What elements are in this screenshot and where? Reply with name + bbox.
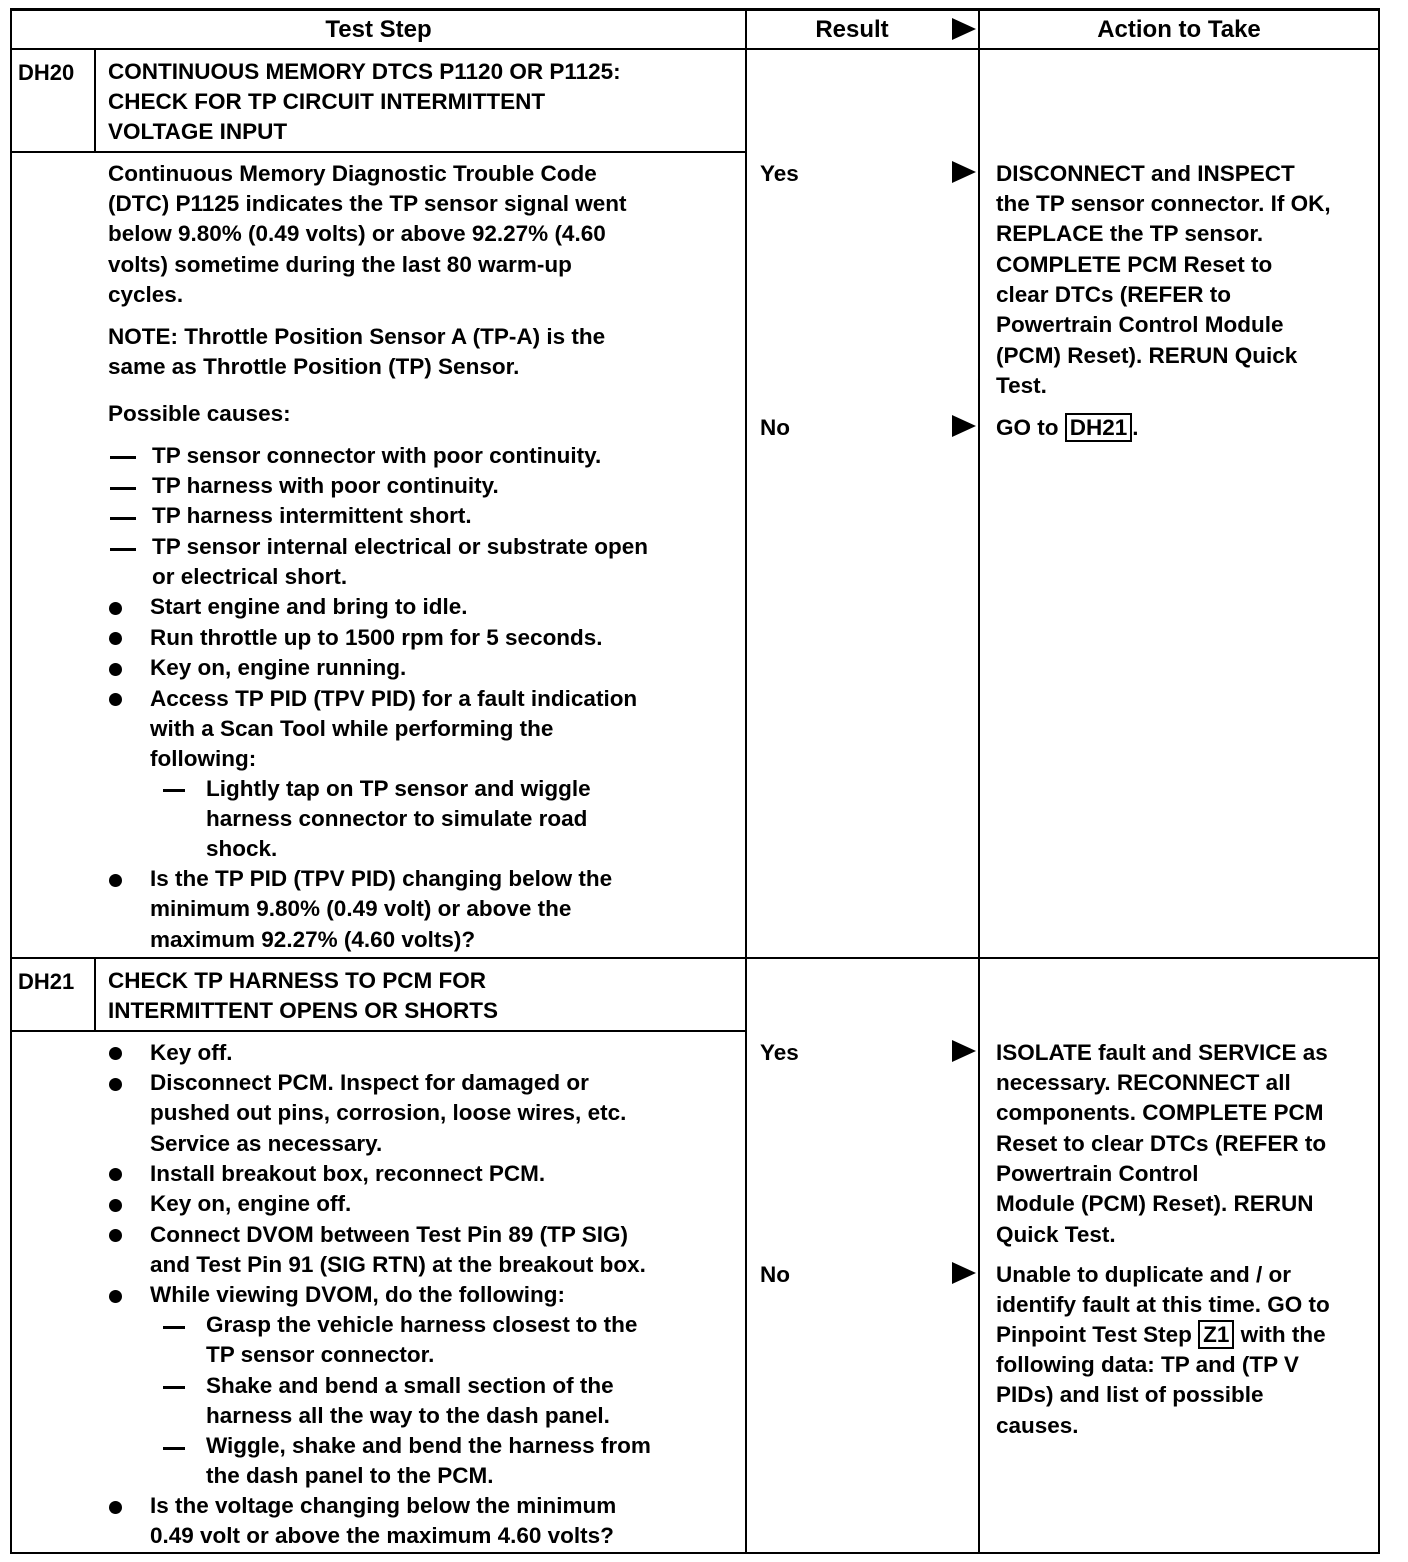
dh21-action-no-ref-suffix: with the (1240, 1322, 1326, 1347)
dh20-step-item: Start engine and bring to idle. (150, 594, 468, 619)
dh21-action-yes-line: Module (PCM) Reset). RERUN (996, 1191, 1314, 1216)
dh20-substep-item: Lightly tap on TP sensor and wiggle (206, 776, 591, 801)
bullet-icon (109, 874, 122, 887)
header-bottom-rule (10, 48, 1380, 50)
cause-dash-icon (110, 517, 136, 520)
dh20-action-yes-line: (PCM) Reset). RERUN Quick (996, 343, 1298, 368)
dh21-action-yes-line: necessary. RECONNECT all (996, 1070, 1291, 1095)
dh20-question-line: maximum 92.27% (4.60 volts)? (150, 927, 476, 952)
dh21-action-no-line: following data: TP and (TP V (996, 1352, 1299, 1377)
dh20-cause-item: TP harness intermittent short. (152, 503, 472, 528)
dh20-action-yes-line: DISCONNECT and INSPECT (996, 161, 1295, 186)
dh21-title-line: CHECK TP HARNESS TO PCM FOR (108, 968, 486, 993)
dh20-description-line: Continuous Memory Diagnostic Trouble Code (108, 161, 597, 186)
dh21-substep-item: TP sensor connector. (206, 1342, 435, 1367)
dh20-action-yes-line: Powertrain Control Module (996, 312, 1284, 337)
dh21-action-yes-line: Quick Test. (996, 1222, 1116, 1247)
bullet-icon (109, 1290, 122, 1303)
top-border (10, 8, 1380, 11)
dh21-question-line: 0.49 volt or above the maximum 4.60 volts? (150, 1523, 614, 1548)
dh20-note-line: same as Throttle Position (TP) Sensor. (108, 354, 520, 379)
result-arrow-icon (952, 415, 976, 437)
bullet-icon (109, 602, 122, 615)
dh20-step-item: with a Scan Tool while performing the (150, 716, 554, 741)
header-test-step: Test Step (325, 16, 432, 43)
dh20-description-line: below 9.80% (0.49 volts) or above 92.27% (4.60 (108, 221, 606, 246)
dh21-substep-item: Shake and bend a small section of the (206, 1373, 614, 1398)
dh21-action-no-line: identify fault at this time. GO to (996, 1292, 1330, 1317)
cause-dash-icon (110, 456, 136, 459)
dh20-step-item: Run throttle up to 1500 rpm for 5 seconds. (150, 625, 603, 650)
dh20-step-item: Access TP PID (TPV PID) for a fault indication (150, 686, 638, 711)
dh20-substep-item: shock. (206, 836, 278, 861)
dh20-action-no-prefix: GO to (996, 415, 1059, 440)
dh20-substep-item: harness connector to simulate road (206, 806, 588, 831)
cause-dash-icon (110, 487, 136, 490)
result-arrow-icon (952, 161, 976, 183)
dh21-action-no-ref-prefix: Pinpoint Test Step (996, 1322, 1192, 1347)
dh20-description-line: cycles. (108, 282, 184, 307)
dh21-step-item: Service as necessary. (150, 1131, 383, 1156)
dh21-step-reference[interactable]: DH21 (1065, 413, 1133, 442)
bullet-icon (109, 1078, 122, 1091)
substep-dash-icon (163, 1386, 185, 1389)
dh21-step-item: Disconnect PCM. Inspect for damaged or (150, 1070, 589, 1095)
dh20-title-line: CHECK FOR TP CIRCUIT INTERMITTENT (108, 89, 546, 114)
dh21-action-yes-line: Powertrain Control (996, 1161, 1199, 1186)
dh21-step-id: DH21 (18, 969, 75, 994)
dh20-step-item: following: (150, 746, 257, 771)
action-column-divider (978, 8, 980, 1554)
result-arrow-icon (952, 1040, 976, 1062)
dh20-step-item: Key on, engine running. (150, 655, 407, 680)
dh21-substep-item: harness all the way to the dash panel. (206, 1403, 610, 1428)
bullet-icon (109, 632, 122, 645)
header-result: Result (815, 16, 889, 43)
dh21-step-item: Connect DVOM between Test Pin 89 (TP SIG) (150, 1222, 628, 1247)
dh21-action-yes-line: components. COMPLETE PCM (996, 1100, 1324, 1125)
dh20-result-yes: Yes (760, 161, 799, 186)
dh20-row-bottom-rule (10, 957, 1380, 959)
dh21-step-item: While viewing DVOM, do the following: (150, 1282, 565, 1307)
dh21-step-item: pushed out pins, corrosion, loose wires, etc. (150, 1100, 627, 1125)
bullet-icon (109, 1199, 122, 1212)
dh21-result-no: No (760, 1262, 790, 1287)
dh21-action-no-ref-line (996, 1320, 1326, 1350)
dh20-id-divider (94, 48, 96, 152)
header-arrow-icon (952, 18, 976, 40)
dh21-substep-item: Wiggle, shake and bend the harness from (206, 1433, 651, 1458)
dh20-cause-item: or electrical short. (152, 564, 348, 589)
dh21-result-yes: Yes (760, 1040, 799, 1065)
substep-dash-icon (163, 789, 185, 792)
dh21-step-item: Key on, engine off. (150, 1191, 352, 1216)
dh21-action-no-line: causes. (996, 1413, 1079, 1438)
result-arrow-icon (952, 1262, 976, 1284)
right-border (1378, 8, 1380, 1554)
dh21-title-line: INTERMITTENT OPENS OR SHORTS (108, 998, 499, 1023)
dh20-description-line: volts) sometime during the last 80 warm-up (108, 252, 572, 277)
dh20-description-line: (DTC) P1125 indicates the TP sensor signal went (108, 191, 627, 216)
substep-dash-icon (163, 1447, 185, 1450)
dh21-action-no-line: PIDs) and list of possible (996, 1382, 1264, 1407)
dh20-title-line: VOLTAGE INPUT (108, 119, 288, 144)
dh20-action-yes-line: REPLACE the TP sensor. (996, 221, 1264, 246)
bullet-icon (109, 1168, 122, 1181)
bullet-icon (109, 693, 122, 706)
dh21-id-divider (94, 958, 96, 1031)
bullet-icon (109, 1229, 122, 1242)
dh21-action-no-line: Unable to duplicate and / or (996, 1262, 1292, 1287)
dh21-substep-item: Grasp the vehicle harness closest to the (206, 1312, 638, 1337)
dh20-question-line: Is the TP PID (TPV PID) changing below the (150, 866, 613, 891)
dh20-cause-item: TP sensor connector with poor continuity. (152, 443, 602, 468)
dh20-title-bottom-rule (10, 151, 747, 153)
dh20-action-no-suffix: . (1132, 415, 1139, 440)
dh20-note-line: NOTE: Throttle Position Sensor A (TP-A) is the (108, 324, 606, 349)
left-border (10, 8, 12, 1554)
result-column-divider (745, 8, 747, 1554)
dh20-cause-item: TP harness with poor continuity. (152, 473, 499, 498)
dh20-step-id: DH20 (18, 60, 75, 85)
dh21-action-yes-line: Reset to clear DTCs (REFER to (996, 1131, 1327, 1156)
dh21-step-item: and Test Pin 91 (SIG RTN) at the breakout box. (150, 1252, 646, 1277)
bullet-icon (109, 663, 122, 676)
dh20-result-no: No (760, 415, 790, 440)
substep-dash-icon (163, 1326, 185, 1329)
dh20-action-yes-line: the TP sensor connector. If OK, (996, 191, 1331, 216)
dh20-question-line: minimum 9.80% (0.49 volt) or above the (150, 896, 572, 921)
cause-dash-icon (110, 548, 136, 551)
header-action-to-take: Action to Take (1097, 16, 1261, 43)
bullet-icon (109, 1501, 122, 1514)
dh20-action-no (996, 413, 1139, 443)
dh21-step-item: Key off. (150, 1040, 233, 1065)
dh20-cause-item: TP sensor internal electrical or substrate open (152, 534, 648, 559)
dh20-possible-causes-label: Possible causes: (108, 401, 291, 426)
bottom-border (10, 1552, 1380, 1554)
dh21-substep-item: the dash panel to the PCM. (206, 1463, 494, 1488)
dh21-title-bottom-rule (10, 1030, 747, 1032)
dh21-action-yes-line: ISOLATE fault and SERVICE as (996, 1040, 1328, 1065)
dh20-action-yes-line: Test. (996, 373, 1047, 398)
dh20-title-line: CONTINUOUS MEMORY DTCS P1120 OR P1125: (108, 59, 621, 84)
dh21-question-line: Is the voltage changing below the minimum (150, 1493, 617, 1518)
dh20-action-yes-line: clear DTCs (REFER to (996, 282, 1232, 307)
dh20-action-yes-line: COMPLETE PCM Reset to (996, 252, 1273, 277)
dh21-step-item: Install breakout box, reconnect PCM. (150, 1161, 546, 1186)
z1-step-reference[interactable]: Z1 (1198, 1320, 1234, 1349)
bullet-icon (109, 1047, 122, 1060)
